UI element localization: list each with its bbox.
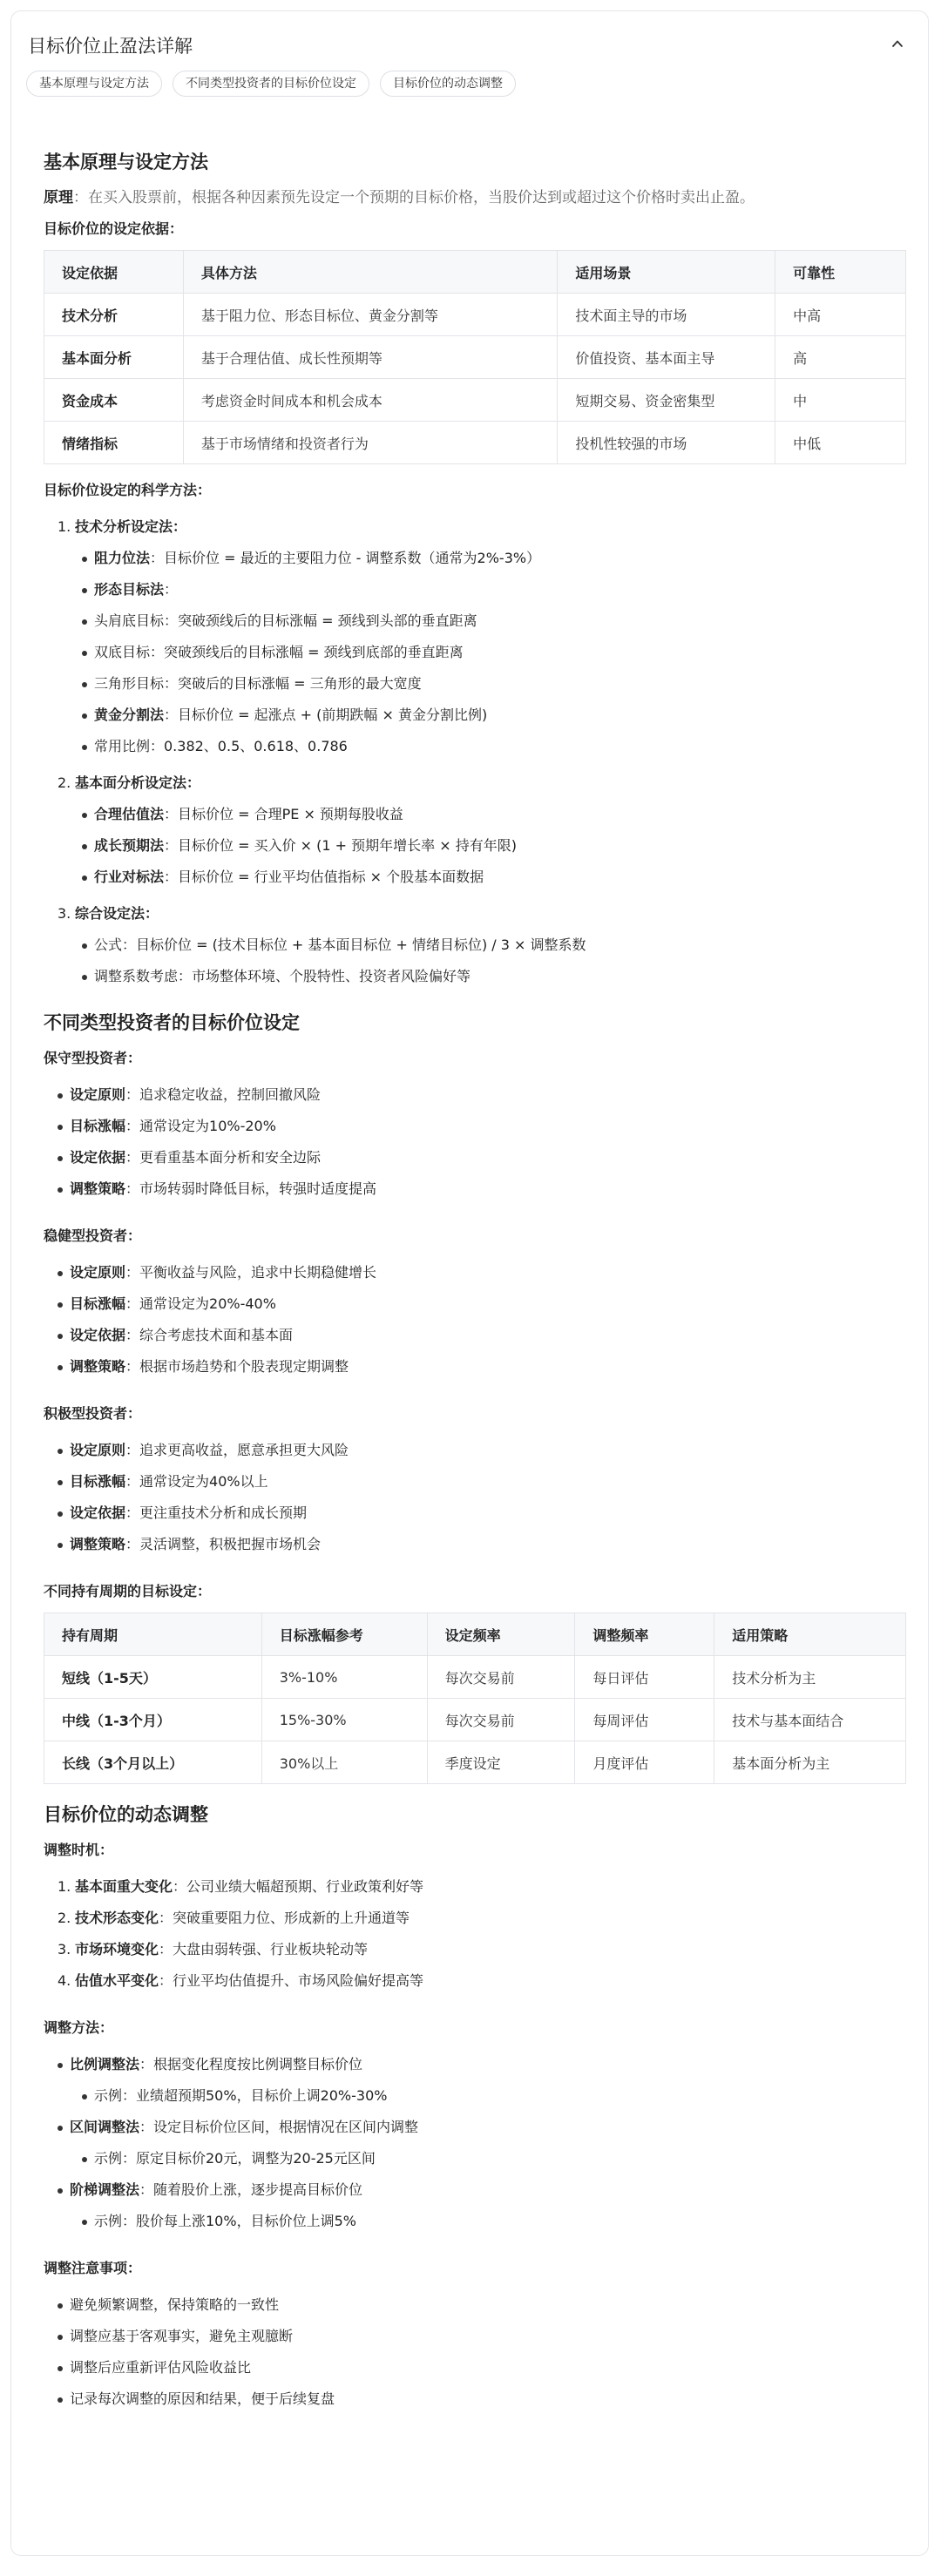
table-cell: 长线（3个月以上） — [44, 1741, 262, 1784]
list-item — [44, 574, 906, 605]
table-row — [44, 379, 906, 422]
table-cell: 基本面分析为主 — [714, 1741, 906, 1784]
table-cell: 情绪指标 — [44, 422, 184, 464]
investor-list — [44, 1257, 906, 1383]
item-text: ：通常设定为20%-40% — [125, 1295, 276, 1312]
item-text: ：追求更高收益，愿意承担更大风险 — [125, 1442, 349, 1458]
item-text: ：目标价位 = 起涨点 + (前期跌幅 × 黄金分割比例) — [164, 707, 488, 723]
list-item — [44, 1142, 906, 1173]
item-label: 调整策略 — [70, 1536, 126, 1552]
item-label: 合理估值法 — [94, 806, 165, 822]
column-header: 调整频率 — [575, 1613, 714, 1656]
list-item — [44, 1173, 906, 1205]
list-item — [44, 1079, 906, 1111]
list-item — [44, 830, 906, 862]
list-number: 2. — [58, 1910, 71, 1926]
item-text: 头肩底目标：突破颈线后的目标涨幅 = 颈线到头部的垂直距离 — [94, 612, 477, 629]
list-item — [44, 2174, 906, 2206]
group-title: 积极型投资者： — [44, 1405, 142, 1422]
item-text: ：目标价位 = 合理PE × 预期每股收益 — [164, 806, 403, 822]
list-item — [44, 1257, 906, 1288]
item-text: 双底目标：突破颈线后的目标涨幅 = 颈线到底部的垂直距离 — [94, 644, 464, 660]
timing-title: 调整时机： — [44, 1842, 114, 1858]
example-text: 示例：股价每上涨10%，目标价位上调5% — [94, 2213, 356, 2229]
list-item — [44, 1435, 906, 1466]
table-cell: 中线（1-3个月） — [44, 1699, 262, 1741]
item-label: 成长预期法 — [94, 837, 165, 854]
item-label: 调整策略 — [70, 1180, 126, 1197]
item-label: 阶梯调整法 — [70, 2181, 140, 2198]
item-text: ：目标价位 = 最近的主要阻力位 - 调整系数（通常为2%-3%） — [150, 550, 541, 566]
table-header-row — [44, 1613, 906, 1656]
item-text: ： — [164, 581, 179, 598]
list-item — [44, 2112, 906, 2143]
methods-title: 目标价位设定的科学方法： — [44, 482, 212, 498]
period-table — [44, 1613, 906, 1784]
example-text: 示例：原定目标价20元，调整为20-25元区间 — [94, 2150, 376, 2167]
article-body — [44, 142, 906, 2415]
list-item — [44, 2049, 906, 2080]
list-item — [44, 862, 906, 893]
item-text: 调整系数考虑：市场整体环境、个股特性、投资者风险偏好等 — [94, 968, 471, 984]
adjust-methods-title: 调整方法： — [44, 2019, 114, 2036]
list-item — [44, 1498, 906, 1529]
list-item: 避免频繁调整，保持策略的一致性 — [44, 2289, 906, 2321]
table-cell: 投机性较强的市场 — [558, 422, 775, 464]
item-label: 技术形态变化 — [75, 1910, 159, 1926]
item-text: ：更注重技术分析和成长预期 — [125, 1504, 308, 1521]
table-row — [44, 1656, 906, 1699]
list-item — [44, 767, 906, 799]
principle-paragraph — [44, 182, 906, 213]
item-text: ：更看重基本面分析和安全边际 — [125, 1149, 322, 1166]
method-title: 技术分析设定法： — [75, 518, 187, 535]
list-item — [44, 930, 906, 961]
method-title: 综合设定法： — [75, 905, 159, 922]
table-cell: 短线（1-5天） — [44, 1656, 262, 1699]
notes-list — [44, 2289, 906, 2415]
table-cell: 30%以上 — [261, 1741, 427, 1784]
table-cell: 15%-30% — [261, 1699, 427, 1741]
list-item — [44, 2080, 906, 2112]
basis-table — [44, 250, 906, 464]
item-label: 形态目标法 — [94, 581, 165, 598]
table-cell: 每周评估 — [575, 1699, 714, 1741]
list-item — [44, 898, 906, 930]
method-title: 基本面分析设定法： — [75, 774, 201, 791]
methods-list — [44, 511, 906, 992]
table-row — [44, 336, 906, 379]
list-item — [44, 2143, 906, 2174]
item-label: 行业对标法 — [94, 869, 165, 885]
basis-title: 目标价位的设定依据： — [44, 220, 184, 237]
item-label: 比例调整法 — [70, 2056, 140, 2072]
list-item — [44, 1111, 906, 1142]
item-label: 市场环境变化 — [75, 1941, 159, 1957]
table-cell: 技术分析为主 — [714, 1656, 906, 1699]
item-text: ：突破重要阻力位、形成新的上升通道等 — [159, 1910, 410, 1926]
table-row — [44, 422, 906, 464]
table-row — [44, 1699, 906, 1741]
timing-list — [44, 1871, 906, 1997]
list-item — [44, 1288, 906, 1320]
principle-text: ：在买入股票前，根据各种因素预先设定一个预期的目标价格，当股价达到或超过这个价格时卖出止盈。 — [73, 189, 755, 206]
list-item — [44, 668, 906, 700]
item-text: ：通常设定为40%以上 — [125, 1473, 268, 1490]
table-cell: 基于合理估值、成长性预期等 — [183, 336, 558, 379]
example-text: 示例：业绩超预期50%，目标价上调20%-30% — [94, 2087, 388, 2104]
section-tabs — [26, 71, 516, 97]
group-title: 保守型投资者： — [44, 1050, 142, 1066]
column-header: 目标涨幅参考 — [261, 1613, 427, 1656]
item-label: 阻力位法 — [94, 550, 151, 566]
table-cell: 考虑资金时间成本和机会成本 — [183, 379, 558, 422]
table-cell: 季度设定 — [427, 1741, 575, 1784]
list-item: 调整后应重新评估风险收益比 — [44, 2352, 906, 2383]
group-title: 稳健型投资者： — [44, 1227, 142, 1244]
investor-list — [44, 1079, 906, 1205]
tab-investor-types[interactable]: 不同类型投资者的目标价位设定 — [173, 71, 369, 97]
table-cell: 中低 — [775, 422, 906, 464]
table-cell: 中 — [775, 379, 906, 422]
item-label: 基本面重大变化 — [75, 1878, 173, 1895]
item-text: ：目标价位 = 买入价 × (1 + 预期年增长率 × 持有年限) — [164, 837, 517, 854]
item-text: ：市场转弱时降低目标，转强时适度提高 — [125, 1180, 377, 1197]
list-item: 调整应基于客观事实，避免主观臆断 — [44, 2321, 906, 2352]
column-header: 持有周期 — [44, 1613, 262, 1656]
item-label: 设定原则 — [70, 1442, 126, 1458]
list-item — [44, 700, 906, 731]
list-item — [44, 1320, 906, 1351]
table-cell: 技术与基本面结合 — [714, 1699, 906, 1741]
table-cell: 价值投资、基本面主导 — [558, 336, 775, 379]
table-cell: 每次交易前 — [427, 1656, 575, 1699]
table-cell: 3%-10% — [261, 1656, 427, 1699]
item-text: 常用比例：0.382、0.5、0.618、0.786 — [94, 738, 348, 754]
table-cell: 技术分析 — [44, 294, 184, 336]
table-cell: 每次交易前 — [427, 1699, 575, 1741]
item-label: 设定依据 — [70, 1504, 126, 1521]
table-cell: 短期交易、资金密集型 — [558, 379, 775, 422]
item-label: 设定原则 — [70, 1086, 126, 1103]
notes-title: 调整注意事项： — [44, 2260, 142, 2276]
list-item — [44, 1871, 906, 1903]
list-item — [44, 731, 906, 762]
item-text: ：灵活调整，积极把握市场机会 — [125, 1536, 322, 1552]
item-label: 黄金分割法 — [94, 707, 165, 723]
collapsible-header[interactable] — [11, 11, 928, 74]
tab-basic-principles[interactable]: 基本原理与设定方法 — [26, 71, 162, 97]
table-cell: 每日评估 — [575, 1656, 714, 1699]
item-label: 调整策略 — [70, 1358, 126, 1375]
list-item: 记录每次调整的原因和结果，便于后续复盘 — [44, 2383, 906, 2415]
list-item — [44, 799, 906, 830]
list-item — [44, 1351, 906, 1383]
item-text: ：大盘由弱转强、行业板块轮动等 — [159, 1941, 369, 1957]
list-item — [44, 637, 906, 668]
list-item — [44, 1965, 906, 1997]
item-text: ：设定目标价位区间，根据情况在区间内调整 — [139, 2119, 419, 2135]
list-item — [44, 2206, 906, 2237]
column-header: 具体方法 — [183, 251, 558, 294]
list-item — [44, 605, 906, 637]
list-number: 2. — [58, 774, 71, 791]
table-cell: 中高 — [775, 294, 906, 336]
list-item — [44, 1903, 906, 1934]
list-item — [44, 1529, 906, 1560]
list-number: 3. — [58, 905, 71, 922]
item-text: ：根据市场趋势和个股表现定期调整 — [125, 1358, 349, 1375]
item-text: ：根据变化程度按比例调整目标价位 — [139, 2056, 363, 2072]
table-row — [44, 1741, 906, 1784]
list-number: 1. — [58, 518, 71, 535]
adjust-methods-list — [44, 2049, 906, 2237]
item-label: 估值水平变化 — [75, 1972, 159, 1989]
list-number: 4. — [58, 1972, 71, 1989]
item-label: 区间调整法 — [70, 2119, 140, 2135]
table-cell: 资金成本 — [44, 379, 184, 422]
item-text: ：随着股价上涨，逐步提高目标价位 — [139, 2181, 363, 2198]
list-item — [44, 543, 906, 574]
list-number: 1. — [58, 1878, 71, 1895]
item-text: ：通常设定为10%-20% — [125, 1118, 276, 1134]
section-heading: 目标价位的动态调整 — [44, 1804, 208, 1825]
table-cell: 技术面主导的市场 — [558, 294, 775, 336]
list-item — [44, 511, 906, 543]
column-header: 适用策略 — [714, 1613, 906, 1656]
period-title: 不同持有周期的目标设定： — [44, 1583, 212, 1599]
item-text: 公式：目标价位 = (技术目标位 + 基本面目标位 + 情绪目标位) / 3 × 调整系数 — [94, 936, 586, 953]
item-text: ：公司业绩大幅超预期、行业政策利好等 — [173, 1878, 424, 1895]
table-cell: 基于市场情绪和投资者行为 — [183, 422, 558, 464]
chevron-up-icon[interactable] — [891, 37, 904, 50]
item-text: ：追求稳定收益，控制回撤风险 — [125, 1086, 322, 1103]
article-card — [10, 10, 929, 2556]
item-label: 目标涨幅 — [70, 1118, 126, 1134]
item-label: 目标涨幅 — [70, 1295, 126, 1312]
item-text: ：综合考虑技术面和基本面 — [125, 1327, 294, 1343]
list-item — [44, 1466, 906, 1498]
investor-list — [44, 1435, 906, 1560]
item-label: 设定依据 — [70, 1149, 126, 1166]
section-heading: 不同类型投资者的目标价位设定 — [44, 1012, 300, 1033]
column-header: 可靠性 — [775, 251, 906, 294]
column-header: 设定频率 — [427, 1613, 575, 1656]
item-label: 目标涨幅 — [70, 1473, 126, 1490]
principle-label: 原理 — [44, 189, 73, 206]
table-cell: 基本面分析 — [44, 336, 184, 379]
page-title: 目标价位止盈法详解 — [28, 36, 193, 57]
column-header: 设定依据 — [44, 251, 184, 294]
item-text: ：平衡收益与风险，追求中长期稳健增长 — [125, 1264, 377, 1281]
table-row — [44, 294, 906, 336]
column-header: 适用场景 — [558, 251, 775, 294]
list-item — [44, 961, 906, 992]
item-text: ：目标价位 = 行业平均估值指标 × 个股基本面数据 — [164, 869, 484, 885]
table-cell: 基于阻力位、形态目标位、黄金分割等 — [183, 294, 558, 336]
list-number: 3. — [58, 1941, 71, 1957]
table-cell: 高 — [775, 336, 906, 379]
item-label: 设定依据 — [70, 1327, 126, 1343]
list-item — [44, 1934, 906, 1965]
tab-dynamic-adjustment[interactable]: 目标价位的动态调整 — [380, 71, 516, 97]
section-heading: 基本原理与设定方法 — [44, 152, 208, 172]
table-cell: 月度评估 — [575, 1741, 714, 1784]
item-label: 设定原则 — [70, 1264, 126, 1281]
item-text: ：行业平均估值提升、市场风险偏好提高等 — [159, 1972, 424, 1989]
item-text: 三角形目标：突破后的目标涨幅 = 三角形的最大宽度 — [94, 675, 422, 692]
table-header-row — [44, 251, 906, 294]
